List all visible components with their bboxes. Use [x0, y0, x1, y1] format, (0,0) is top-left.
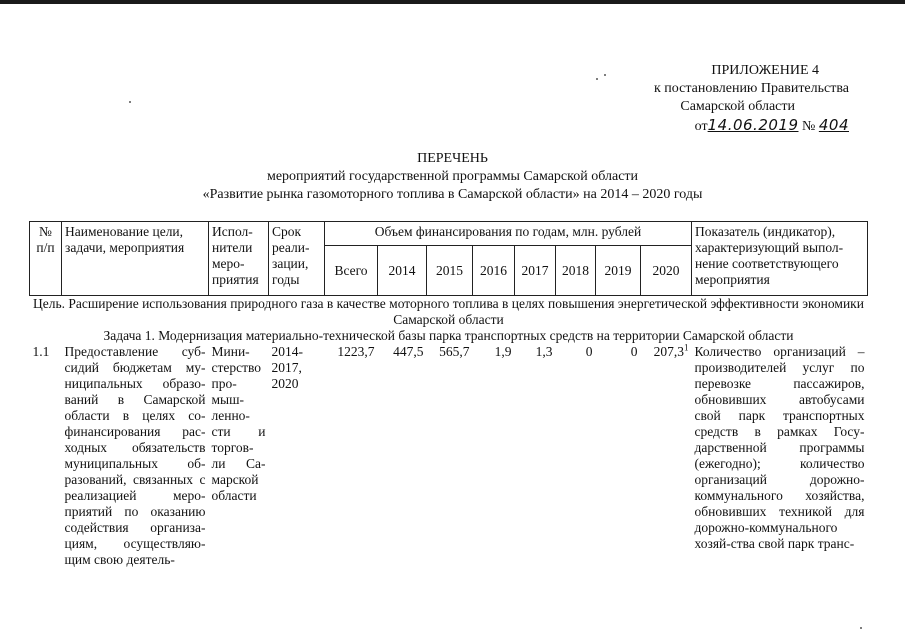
header-executor: Испол-нители меро-приятия	[209, 222, 269, 296]
task-row: Задача 1. Модернизация материально-технической базы парка транспортных средств на территории Самарской области	[103, 328, 794, 343]
title-line-3: «Развитие рынка газомоторного топлива в Самарской области» на 2014 – 2020 годы	[202, 187, 703, 202]
header-total: Всего	[325, 246, 378, 296]
scan-speck	[860, 627, 862, 629]
scan-speck	[129, 101, 131, 103]
appendix-region: Самарской области	[680, 99, 795, 114]
row-value-2020	[641, 344, 692, 568]
scan-top-edge	[0, 0, 905, 4]
row-period: 2014-2017, 2020	[271, 344, 303, 391]
header-year-2014: 2014	[378, 246, 427, 296]
row-indicator: Количество организаций – производителей услуг по перевозке пассажиров, обновивших автобусами свой парк транспортных средств в рамках Госу-дарственной программы (ежегодно); количество организаций дорожно-коммунального хозяйства, обновивших техникой для дорожно-коммунального хозяй-ства свой парк транс-	[694, 344, 865, 551]
header-year-2019: 2019	[596, 246, 641, 296]
date-prefix: от	[694, 119, 708, 134]
document-title	[0, 150, 905, 204]
header-year-2016: 2016	[473, 246, 515, 296]
header-year-2018: 2018	[556, 246, 596, 296]
header-funding: Объем финансирования по годам, млн. рублей	[325, 222, 692, 246]
handwritten-date: 14.06.2019	[707, 116, 799, 134]
appendix-header	[589, 62, 849, 136]
goal-row: Цель. Расширение использования природного газа в качестве моторного топлива в целях повышения энергетической эффективности экономики Самарской области	[33, 296, 864, 327]
appendix-date-line	[589, 116, 849, 136]
row-value-2016: 1,9	[494, 344, 512, 359]
row-name: Предоставление суб-сидий бюджетам му-ниципальных образо-ваний в Самарской области в целях со-финансирования рас-ходных обязательств муниципальных об-разований, связанных с реализацией меро-приятий по оказанию содействия организа-циям, осуществляю-щим свою деятель-	[64, 344, 206, 567]
header-indicator: Показатель (индикатор), характеризующий выпол-нение соответствующего мероприятия	[692, 222, 868, 296]
measures-table	[29, 221, 868, 568]
header-year-2015: 2015	[427, 246, 473, 296]
header-name: Наименование цели, задачи, мероприятия	[62, 222, 209, 296]
header-year-2017: 2017	[515, 246, 556, 296]
header-number: № п/п	[30, 222, 62, 296]
title-line-2: мероприятий государственной программы Самарской области	[266, 169, 639, 184]
table-row	[30, 344, 868, 568]
row-value-2018: 0	[585, 344, 593, 359]
number-prefix: №	[802, 119, 816, 134]
header-period: Срок реали-зации, годы	[269, 222, 325, 296]
row-number: 1.1	[32, 344, 50, 359]
row-value-2014: 447,5	[393, 344, 424, 359]
row-value-2017: 1,3	[535, 344, 553, 359]
handwritten-number: 404	[818, 116, 849, 134]
header-year-2020: 2020	[641, 246, 692, 296]
row-value-2019: 0	[630, 344, 638, 359]
appendix-title: ПРИЛОЖЕНИЕ 4	[711, 63, 819, 78]
title-line-1: ПЕРЕЧЕНЬ	[417, 151, 488, 166]
value-2020: 207,3	[653, 344, 684, 359]
appendix-reference: к постановлению Правительства	[653, 81, 849, 96]
row-executor: Мини-стерство про-мыш-ленно-сти и торгов-ли Са-марской области	[211, 344, 266, 503]
footnote-marker: 1	[684, 344, 689, 353]
row-value-2015: 565,7	[439, 344, 470, 359]
row-total: 1223,7	[337, 344, 375, 359]
